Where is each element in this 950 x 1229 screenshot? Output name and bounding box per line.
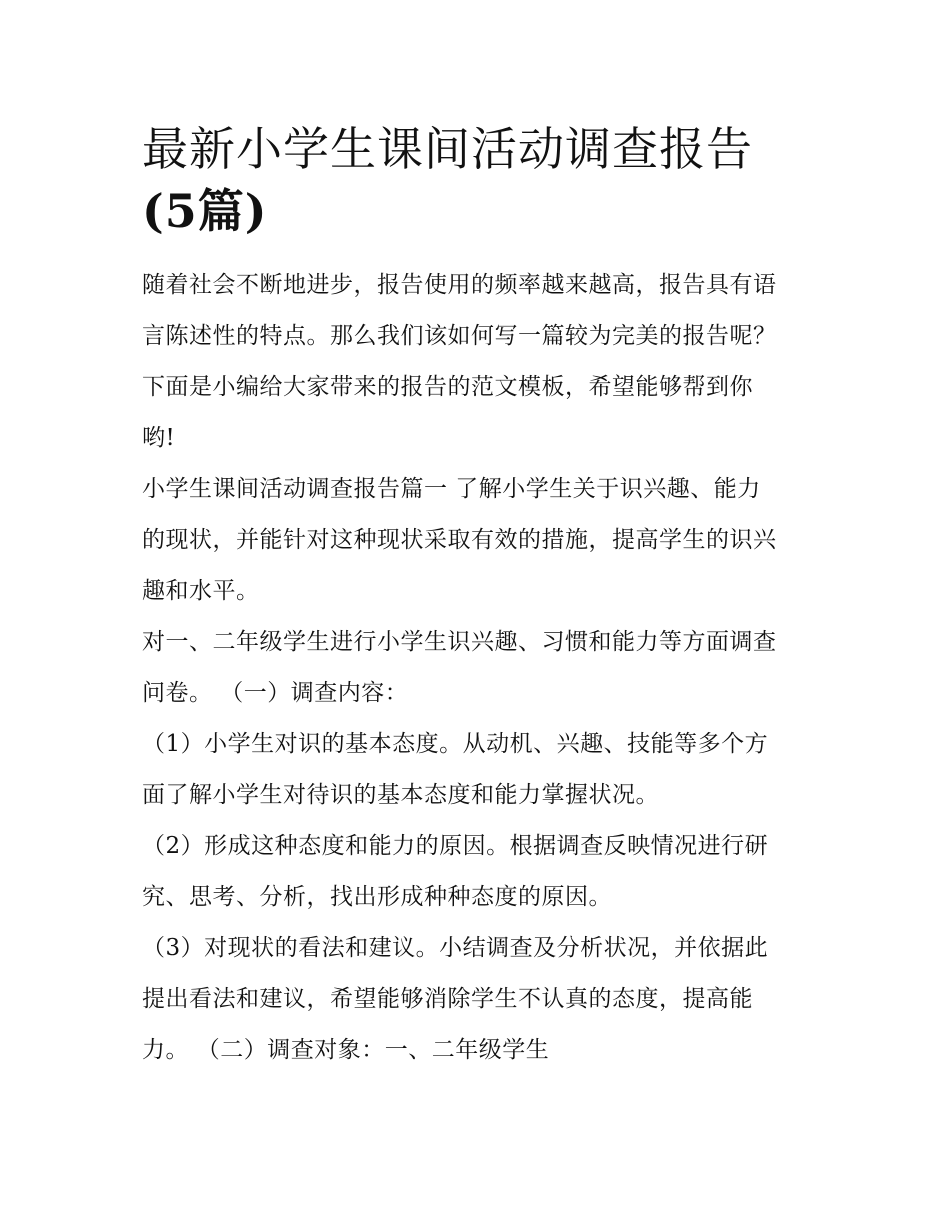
intro-paragraph — [142, 260, 822, 464]
text-line: 哟! — [142, 425, 176, 451]
text-line: 究、思考、分析，找出形成种种态度的原因。 — [142, 884, 612, 910]
text-line: 提出看法和建议，希望能够消除学生不认真的态度，提高能 — [142, 986, 753, 1012]
document-page — [142, 118, 822, 1076]
title-line: 最新小学生课间活动调查报告 — [142, 122, 753, 176]
text-line: 力。 （二）调查对象：一、二年级学生 — [142, 1037, 550, 1063]
document-title — [142, 118, 822, 242]
text-line: （1）小学生对识的基本态度。从动机、兴趣、技能等多个方 — [142, 731, 769, 757]
text-line: 面了解小学生对待识的基本态度和能力掌握状况。 — [142, 782, 659, 808]
item-2-paragraph — [142, 821, 822, 923]
text-line: 问卷。 （一）调查内容： — [142, 680, 409, 706]
title-line: (5篇) — [142, 184, 268, 238]
text-line: 趣和水平。 — [142, 578, 260, 604]
text-line: 下面是小编给大家带来的报告的范文模板，希望能够帮到你 — [142, 374, 753, 400]
item-1-paragraph — [142, 719, 822, 821]
text-line: （3）对现状的看法和建议。小结调查及分析状况，并依据此 — [142, 935, 769, 961]
section-one-paragraph — [142, 464, 822, 617]
survey-paragraph — [142, 617, 822, 719]
text-line: 随着社会不断地进步，报告使用的频率越来越高，报告具有语 — [142, 272, 777, 298]
text-line: 的现状，并能针对这种现状采取有效的措施，提高学生的识兴 — [142, 527, 777, 553]
item-3-paragraph — [142, 923, 822, 1076]
text-line: （2）形成这种态度和能力的原因。根据调查反映情况进行研 — [142, 833, 769, 859]
text-line: 对一、二年级学生进行小学生识兴趣、习惯和能力等方面调查 — [142, 629, 777, 655]
text-line: 小学生课间活动调查报告篇一 了解小学生关于识兴趣、能力 — [142, 476, 761, 502]
text-line: 言陈述性的特点。那么我们该如何写一篇较为完美的报告呢？ — [142, 323, 777, 349]
